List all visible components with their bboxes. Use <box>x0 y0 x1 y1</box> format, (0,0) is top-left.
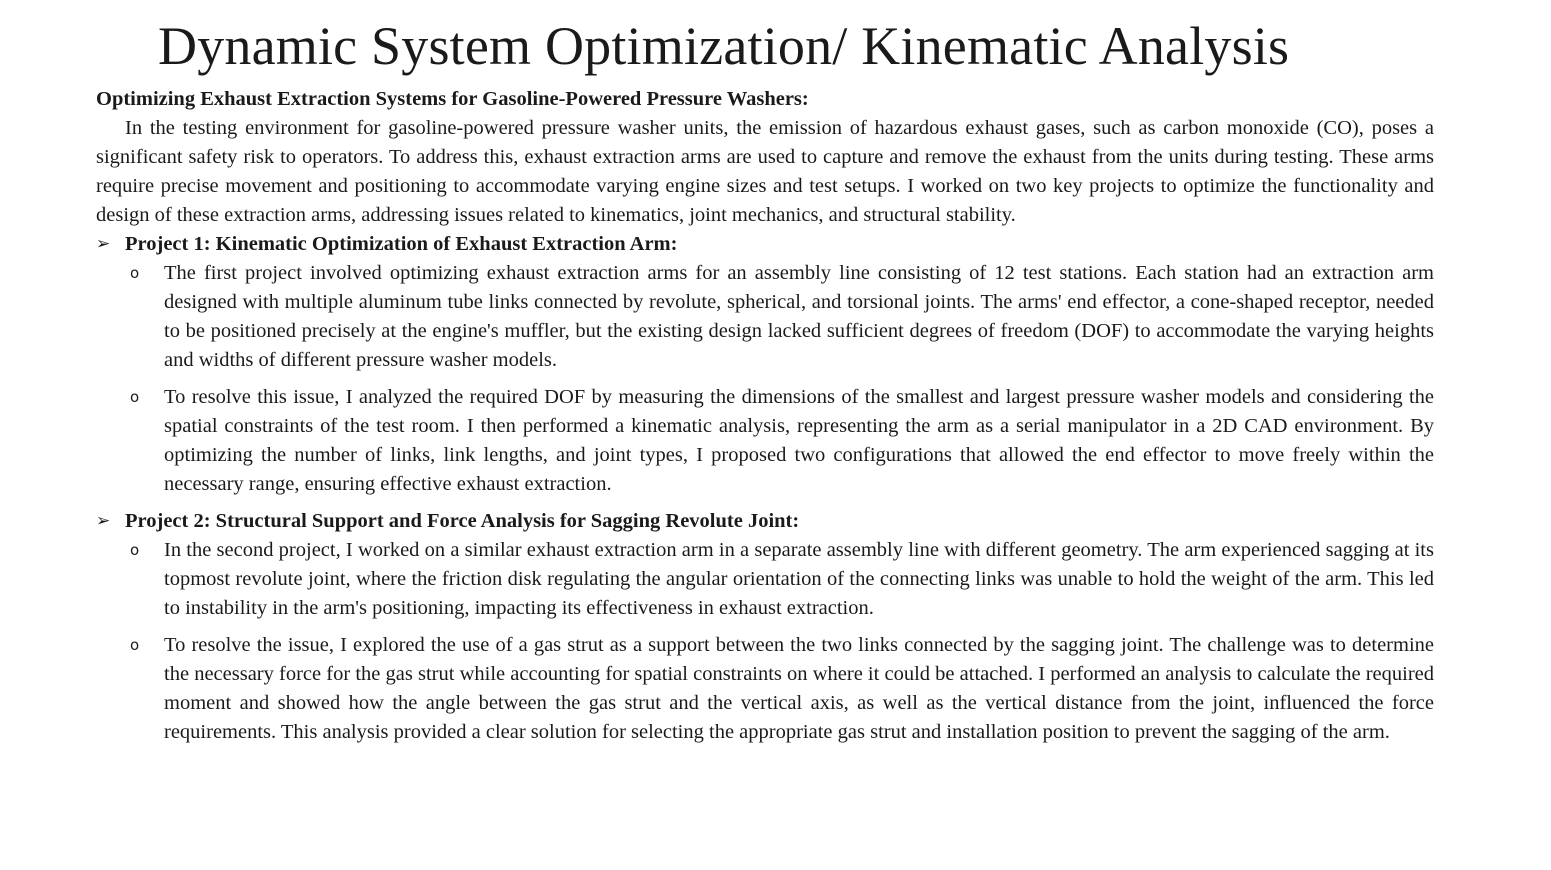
list-item-text: The first project involved optimizing exhaust extraction arms for an assembly line consisting of 12 test stations. Each station had an extraction arm designed with multiple aluminum tube links connected by revolute, spherical, and torsional joints. The arms' end effector, a cone-shaped receptor, needed to be positioned precisely at the engine's muffler, but the existing design lacked sufficient degrees of freedom (DOF) to accommodate the varying heights and widths of different pressure washer models. <box>164 262 1434 371</box>
project-2-bullet-list <box>96 536 1434 747</box>
arrow-bullet-icon: ➢ <box>96 234 111 254</box>
circle-bullet-icon: o <box>130 264 140 282</box>
list-item <box>96 383 1434 499</box>
list-item <box>96 259 1434 375</box>
project-2-heading-text: Project 2: Structural Support and Force Analysis for Sagging Revolute Joint: <box>125 510 800 532</box>
list-item-text: In the second project, I worked on a similar exhaust extraction arm in a separate assembly line with different geometry. The arm experienced sagging at its topmost revolute joint, where the friction disk regulating the angular orientation of the connecting links was unable to hold the weight of the arm. This led to instability in the arm's positioning, impacting its effectiveness in exhaust extraction. <box>164 539 1434 619</box>
document-body <box>96 85 1434 747</box>
circle-bullet-icon: o <box>130 388 140 406</box>
project-1 <box>96 230 1434 499</box>
project-1-heading-text: Project 1: Kinematic Optimization of Exhaust Extraction Arm: <box>125 233 678 255</box>
arrow-bullet-icon: ➢ <box>96 511 111 531</box>
circle-bullet-icon: o <box>130 541 140 559</box>
circle-bullet-icon: o <box>130 636 140 654</box>
list-item-text: To resolve the issue, I explored the use of a gas strut as a support between the two links connected by the sagging joint. The challenge was to determine the necessary force for the gas strut while accounting for spatial constraints on where it could be attached. I performed an analysis to calculate the required moment and showed how the angle between the gas strut and the vertical axis, as well as the vertical distance from the joint, influenced the force requirements. This analysis provided a clear solution for selecting the appropriate gas strut and installation position to prevent the sagging of the arm. <box>164 634 1434 743</box>
page-title: Dynamic System Optimization/ Kinematic Analysis <box>158 16 1290 76</box>
list-item-text: To resolve this issue, I analyzed the required DOF by measuring the dimensions of the smallest and largest pressure washer models and considering the spatial constraints of the test room. I then performed a kinematic analysis, representing the arm as a serial manipulator in a 2D CAD environment. By optimizing the number of links, link lengths, and joint types, I proposed two configurations that allowed the end effector to move freely within the necessary range, ensuring effective exhaust extraction. <box>164 386 1434 495</box>
list-item <box>96 536 1434 623</box>
section-heading: Optimizing Exhaust Extraction Systems for Gasoline-Powered Pressure Washers: <box>96 88 809 110</box>
project-2-heading <box>96 507 1434 536</box>
project-1-heading <box>96 230 1434 259</box>
project-1-bullet-list <box>96 259 1434 499</box>
list-item <box>96 631 1434 747</box>
intro-paragraph: In the testing environment for gasoline-powered pressure washer units, the emission of hazardous exhaust gases, such as carbon monoxide (CO), poses a significant safety risk to operators. To address this, exhaust extraction arms are used to capture and remove the exhaust from the units during testing. These arms require precise movement and positioning to accommodate varying engine sizes and test setups. I worked on two key projects to optimize the functionality and design of these extraction arms, addressing issues related to kinematics, joint mechanics, and structural stability. <box>96 117 1434 226</box>
project-2 <box>96 507 1434 747</box>
